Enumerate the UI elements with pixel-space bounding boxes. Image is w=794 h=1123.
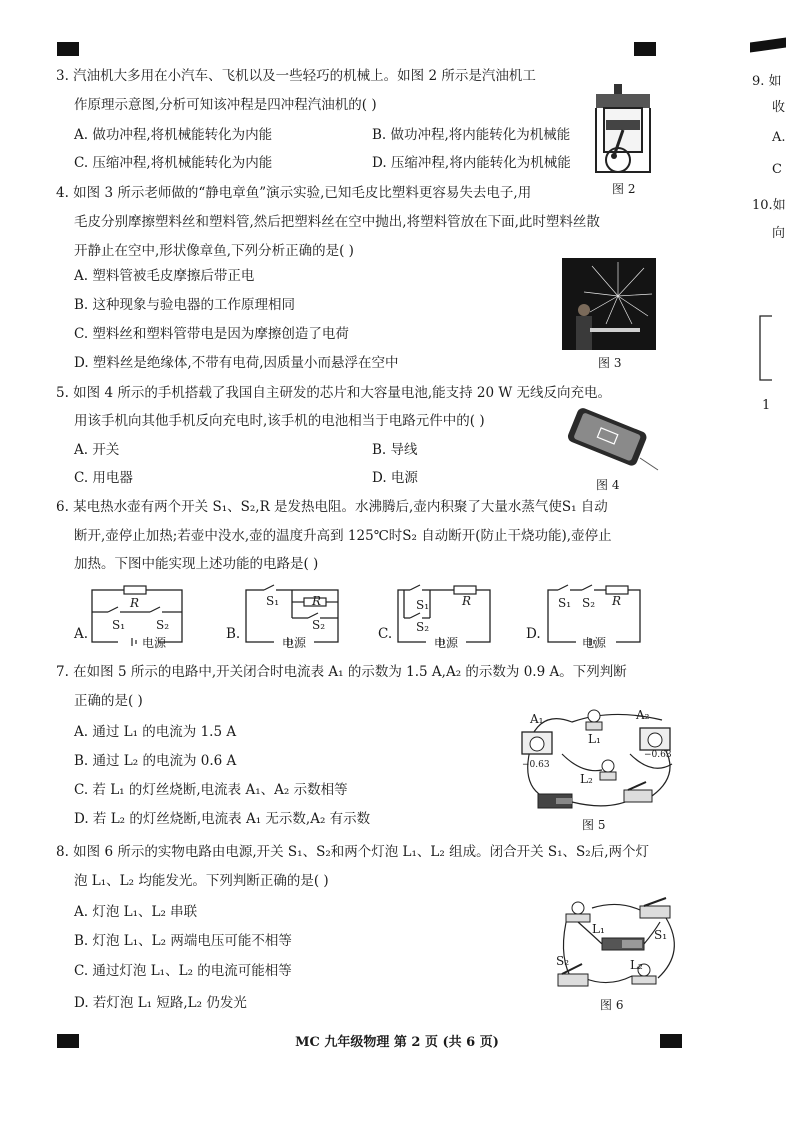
- q6-b-r-label: R: [312, 594, 322, 608]
- q6-stem-line1: 6. 某电热水壶有两个开关 S₁、S₂,R 是发热电阻。水沸腾后,壶内积聚了大量水蒸气使S₁ 自动: [56, 499, 608, 515]
- q4-option-b[interactable]: B. 这种现象与验电器的工作原理相同: [74, 297, 296, 313]
- q6-a-r-label: R: [130, 596, 140, 610]
- figure-6-circuit: [548, 892, 688, 996]
- q6-a-source-label: 电源: [142, 636, 167, 650]
- side-line-9c: A.: [772, 130, 786, 145]
- figure-6-s2-label: S₂: [556, 954, 570, 968]
- registration-mark-top-right: [634, 42, 656, 56]
- figure-4-phone: [560, 408, 660, 472]
- q6-circuit-d-label: D.: [526, 626, 541, 642]
- q8-stem-line1: 8. 如图 6 所示的实物电路由电源,开关 S₁、S₂和两个灯泡 L₁、L₂ 组成。闭合开关 S₁、S₂后,两个灯: [56, 844, 649, 860]
- q6-circuit-a[interactable]: [88, 584, 188, 650]
- q3-stem-line1: 3. 汽油机大多用在小汽车、飞机以及一些轻巧的机械上。如图 2 所示是汽油机工: [56, 68, 536, 84]
- figure-5-a2-label: A₂: [636, 708, 650, 722]
- q3-option-d[interactable]: D. 压缩冲程,将内能转化为机械能: [372, 155, 571, 171]
- registration-mark-top-left: [57, 42, 79, 56]
- q6-c-r-label: R: [462, 594, 472, 608]
- side-line-num: 1: [762, 398, 771, 413]
- q3-option-b[interactable]: B. 做功冲程,将内能转化为机械能: [372, 127, 571, 143]
- q6-d-s1-label: S₁: [558, 596, 572, 610]
- q3-stem-line2: 作原理示意图,分析可知该冲程是四冲程汽油机的( ): [74, 97, 377, 113]
- figure-6-caption: 图 6: [600, 998, 624, 1012]
- figure-2-caption: 图 2: [612, 182, 636, 196]
- registration-mark-edge: [750, 37, 786, 52]
- q6-d-s2-label: S₂: [582, 596, 596, 610]
- q6-a-s1-label: S₁: [112, 618, 126, 632]
- q5-stem-line2: 用该手机向其他手机反向充电时,该手机的电池相当于电路元件中的( ): [74, 413, 485, 429]
- q5-option-c[interactable]: C. 用电器: [74, 470, 133, 486]
- q6-b-source-label: 电源: [282, 636, 307, 650]
- q3-option-a[interactable]: A. 做功冲程,将机械能转化为内能: [74, 127, 273, 143]
- figure-5-caption: 图 5: [582, 818, 606, 832]
- figure-3-caption: 图 3: [598, 356, 622, 370]
- q6-stem-line2: 断开,壶停止加热;若壶中没水,壶的温度升高到 125℃时S₂ 自动断开(防止干烧功能),壶停止: [74, 528, 612, 544]
- q4-stem-line3: 开静止在空中,形状像章鱼,下列分析正确的是( ): [74, 243, 354, 259]
- q7-option-a[interactable]: A. 通过 L₁ 的电流为 1.5 A: [74, 724, 237, 740]
- q6-circuit-b-label: B.: [226, 626, 241, 642]
- q6-c-source-label: 电源: [434, 636, 459, 650]
- side-line-9: 9. 如: [752, 74, 782, 89]
- q6-stem-line3: 加热。下图中能实现上述功能的电路是( ): [74, 556, 319, 572]
- figure-5-l2-label: L₂: [580, 772, 593, 786]
- q7-stem-line1: 7. 在如图 5 所示的电路中,开关闭合时电流表 A₁ 的示数为 1.5 A,A₂ 的示数为 0.9 A。下列判断: [56, 664, 627, 680]
- q6-c-s1-label: S₁: [416, 598, 430, 612]
- q6-a-s2-label: S₂: [156, 618, 170, 632]
- q8-stem-line2: 泡 L₁、L₂ 均能发光。下列判断正确的是( ): [74, 873, 329, 889]
- q5-option-a[interactable]: A. 开关: [74, 442, 120, 458]
- figure-5-l1-label: L₁: [588, 732, 601, 746]
- q3-option-c[interactable]: C. 压缩冲程,将机械能转化为内能: [74, 155, 273, 171]
- q6-c-s2-label: S₂: [416, 620, 430, 634]
- figure-5-a1-label: A₁: [530, 712, 544, 726]
- figure-5-scale-left: −0.63: [522, 760, 550, 770]
- q7-option-b[interactable]: B. 通过 L₂ 的电流为 0.6 A: [74, 753, 237, 769]
- q4-stem-line1: 4. 如图 3 所示老师做的“静电章鱼”演示实验,已知毛皮比塑料更容易失去电子,用: [56, 185, 532, 201]
- figure-6-l1-label: L₁: [592, 922, 605, 936]
- q8-option-a[interactable]: A. 灯泡 L₁、L₂ 串联: [74, 904, 198, 920]
- q6-b-s2-label: S₂: [312, 618, 326, 632]
- q8-option-d[interactable]: D. 若灯泡 L₁ 短路,L₂ 仍发光: [74, 995, 247, 1011]
- q4-option-a[interactable]: A. 塑料管被毛皮摩擦后带正电: [74, 268, 255, 284]
- q4-option-c[interactable]: C. 塑料丝和塑料管带电是因为摩擦创造了电荷: [74, 326, 349, 342]
- figure-2-engine-diagram: [592, 82, 654, 178]
- q7-option-c[interactable]: C. 若 L₁ 的灯丝烧断,电流表 A₁、A₂ 示数相等: [74, 782, 348, 798]
- q6-d-source-label: 电源: [582, 636, 607, 650]
- figure-3-photo: [562, 258, 656, 350]
- side-line-9b: 收: [772, 100, 786, 115]
- side-bracket-figure: [756, 314, 792, 386]
- q8-option-b[interactable]: B. 灯泡 L₁、L₂ 两端电压可能不相等: [74, 933, 292, 949]
- q4-option-d[interactable]: D. 塑料丝是绝缘体,不带有电荷,因质量小而悬浮在空中: [74, 355, 399, 371]
- q6-circuit-a-label: A.: [74, 626, 89, 642]
- figure-6-s1-label: S₁: [654, 928, 668, 942]
- figure-5-scale-right: −0.63: [644, 750, 672, 760]
- q7-option-d[interactable]: D. 若 L₂ 的灯丝烧断,电流表 A₁ 无示数,A₂ 有示数: [74, 811, 371, 827]
- q8-option-c[interactable]: C. 通过灯泡 L₁、L₂ 的电流可能相等: [74, 963, 292, 979]
- figure-4-caption: 图 4: [596, 478, 620, 492]
- q7-stem-line2: 正确的是( ): [74, 693, 143, 709]
- q4-stem-line2: 毛皮分别摩擦塑料丝和塑料管,然后把塑料丝在空中抛出,将塑料管放在下面,此时塑料丝散: [74, 214, 600, 230]
- q6-circuit-c-label: C.: [378, 626, 393, 642]
- side-line-10: 10.如: [752, 198, 786, 213]
- q5-option-b[interactable]: B. 导线: [372, 442, 418, 458]
- q5-option-d[interactable]: D. 电源: [372, 470, 418, 486]
- page-footer: MC 九年级物理 第 2 页 (共 6 页): [295, 1035, 499, 1050]
- q6-b-s1-label: S₁: [266, 594, 280, 608]
- side-line-10b: 向: [772, 226, 786, 241]
- q6-d-r-label: R: [612, 594, 622, 608]
- figure-6-l2-label: L₂: [630, 958, 643, 972]
- side-line-9d: C: [772, 162, 782, 177]
- q5-stem-line1: 5. 如图 4 所示的手机搭载了我国自主研发的芯片和大容量电池,能支持 20 W 无线反向充电。: [56, 385, 612, 401]
